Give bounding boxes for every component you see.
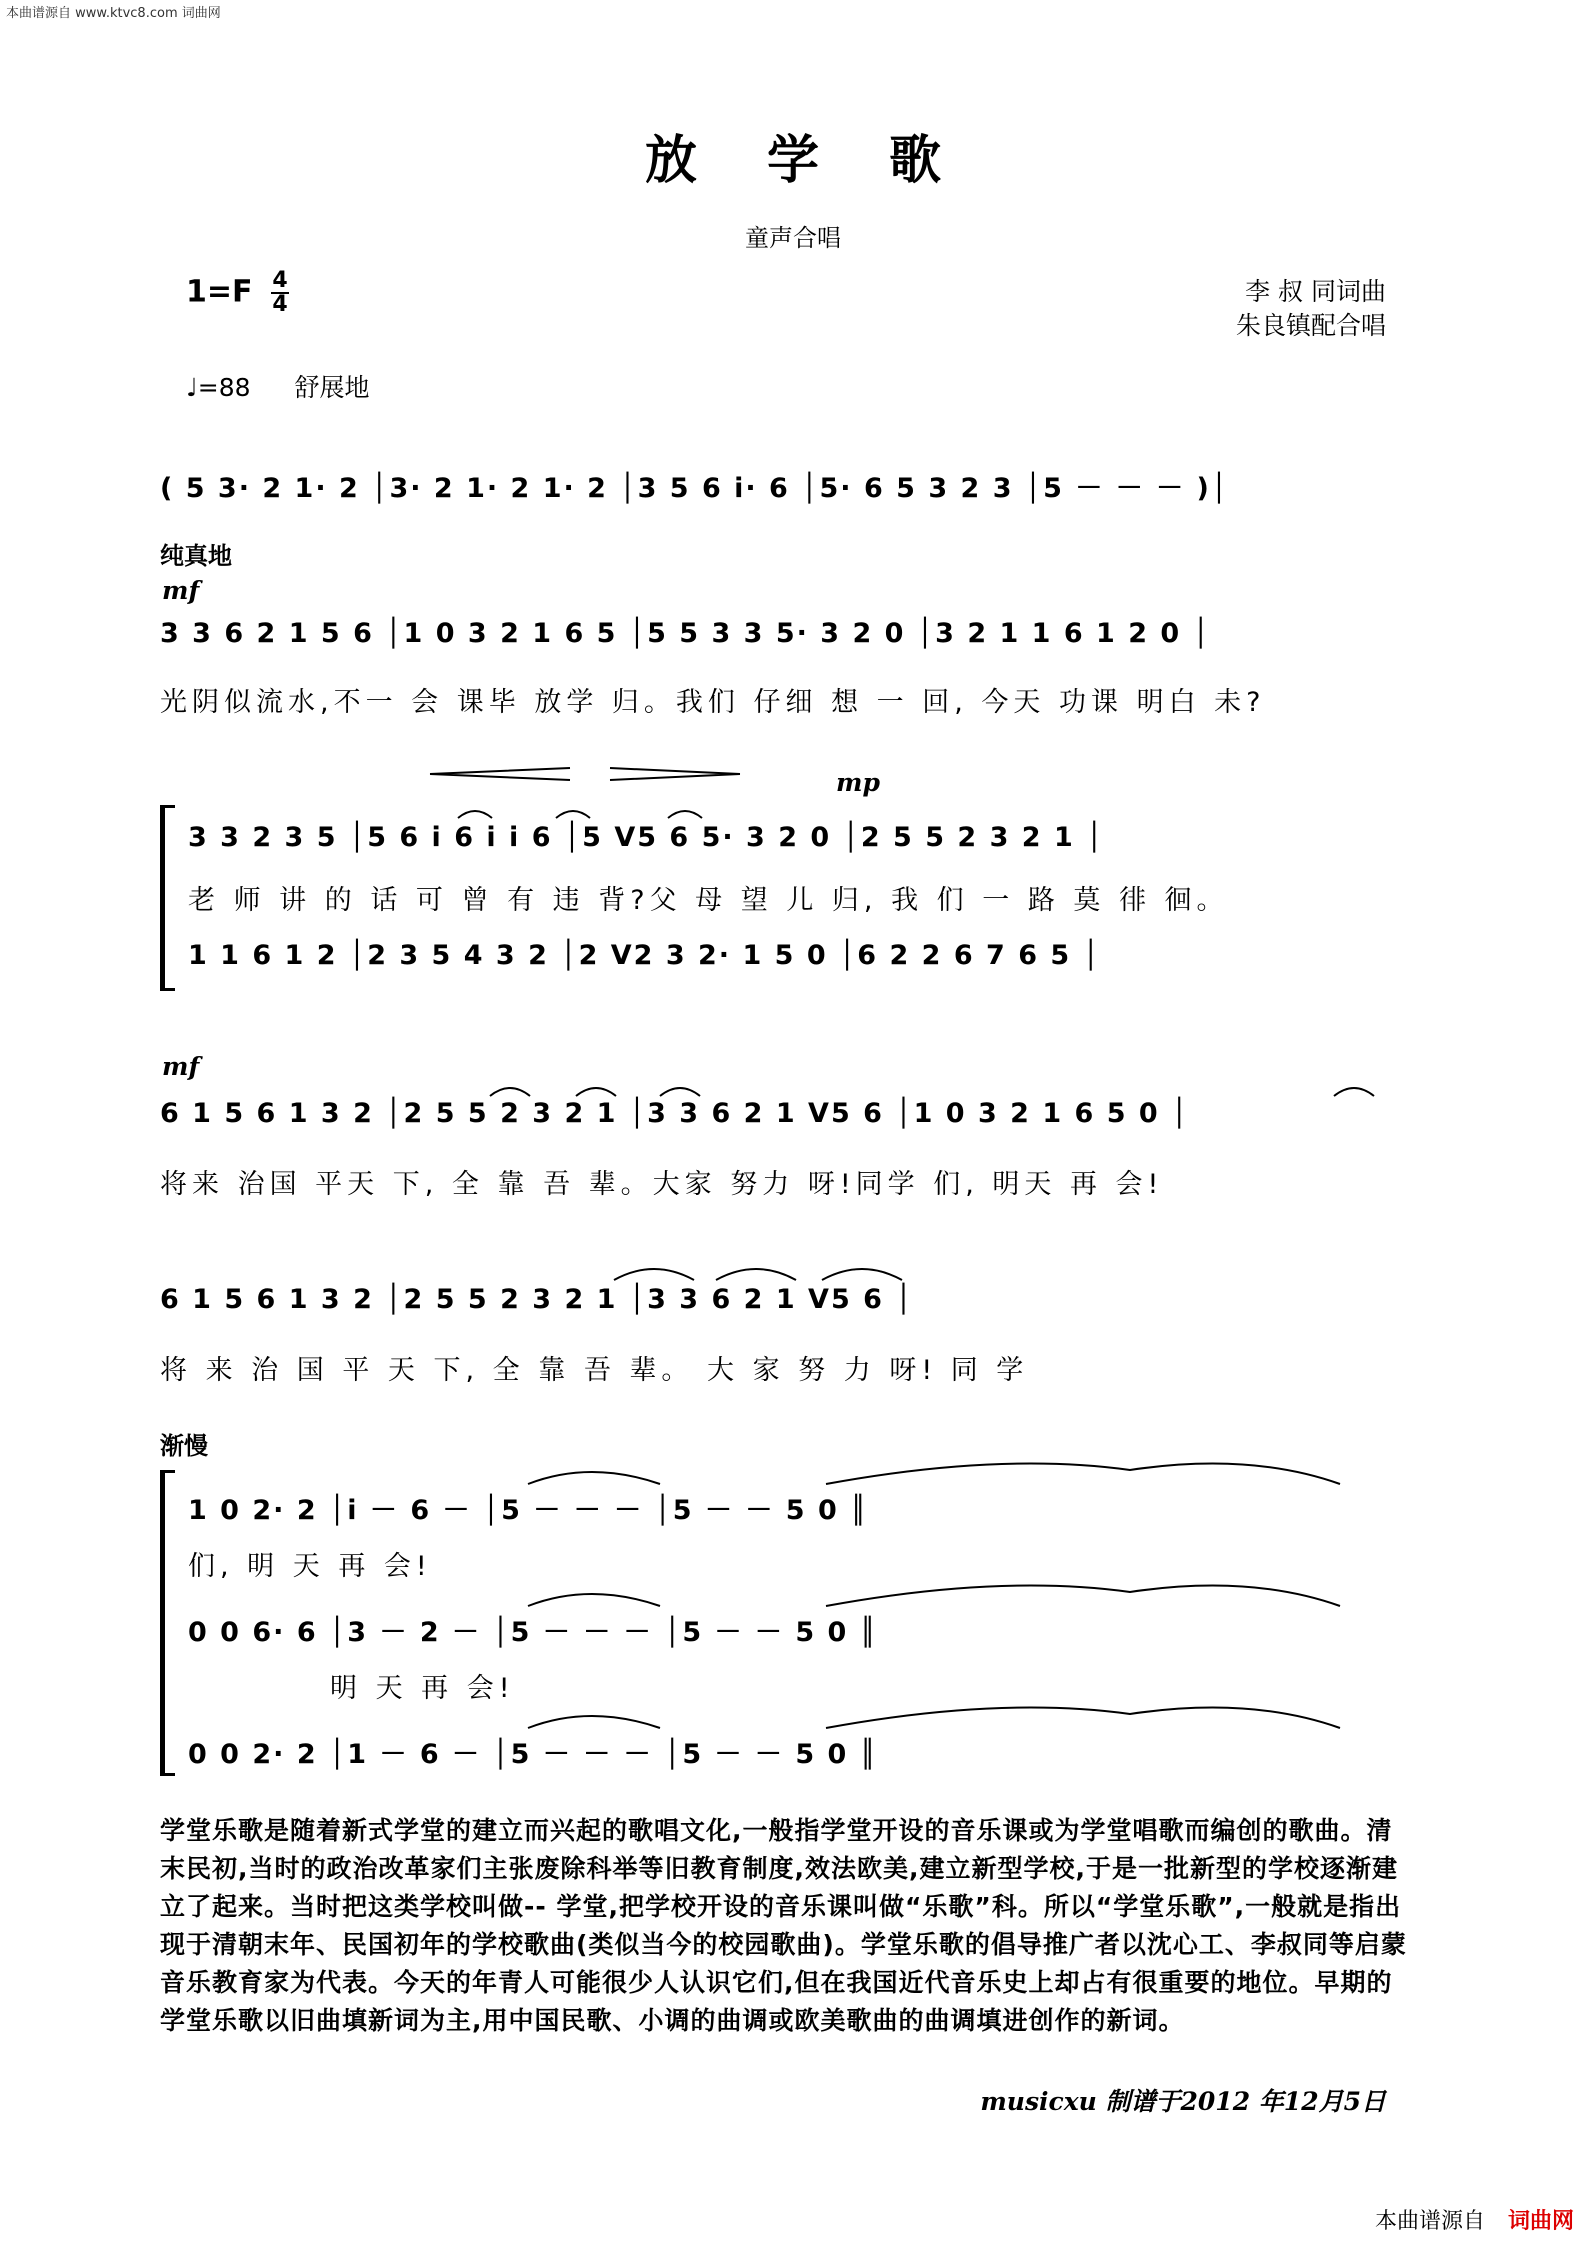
slur	[660, 1088, 700, 1096]
notes-part2-5: 0 0 6· 6 │3 － 2 － │5 － － － │5 － － 5 0 ║	[188, 1617, 878, 1648]
tie	[826, 1464, 1340, 1484]
notes-upper-2: 3 3 2 3 5 │5 6 i 6 i i 6 │5 V5 6 5· 3 2 0 │2 5 5 2 3 2 1 │	[188, 822, 1105, 853]
slur	[490, 1088, 530, 1096]
credit-arranger: 朱良镇配合唱	[1235, 311, 1386, 340]
notes-line-4: 6 1 5 6 1 3 2 │2 5 5 2 3 2 1 │3 3 6 2 1 V5 6 │	[160, 1284, 914, 1315]
footer-right: 词曲网	[1507, 2209, 1574, 2234]
essay-paragraph: 学堂乐歌是随着新式学堂的建立而兴起的歌唱文化,一般指学堂开设的音乐课或为学堂唱歌而编创的歌曲。清末民初,当时的政治改革家们主张废除科举等旧教育制度,效法欧美,建立新型学校,于是一批新型的学校逐渐建立了起来。当时把这类学校叫做-- 学堂,把学校开设的音乐课叫做“乐歌”科。所以“学堂乐歌”,一般就是指出现于清朝末年、民国初年的学校歌曲(类似当今的校园歌曲)。学堂乐歌的倡导推广者以沈心工、李叔同等启蒙音乐教育家为代表。今天的年青人可能很少人认识它们,但在我国近代音乐史上却占有很重要的地位。早期的学堂乐歌以旧曲填新词为主,用中国民歌、小调的曲调或欧美歌曲的曲调填进创作的新词。	[160, 1816, 1407, 2035]
lyrics-line-1: 光阴似流水,不一 会 课毕 放学 归。我们 仔细 想 一 回, 今天 功课 明白 未?	[160, 687, 1266, 718]
dynamic-1: mf	[162, 576, 200, 605]
lyrics-line-4: 将 来 治 国 平 天 下, 全 靠 吾 辈。 大 家 努 力 呀! 同 学	[160, 1355, 1029, 1386]
crescendo-hairpin	[430, 768, 570, 780]
lyrics-line-3: 将来 治国 平天 下, 全 靠 吾 辈。大家 努力 呀!同学 们, 明天 再 会!	[160, 1169, 1164, 1200]
lyrics-part1-5: 们, 明 天 再 会!	[188, 1551, 432, 1582]
time-denominator: 4	[272, 292, 288, 317]
expression-5: 渐慢	[160, 1432, 208, 1460]
slur	[614, 1269, 694, 1280]
transcriber-signature: musicxu 制谱于2012 年12月5日	[980, 2087, 1386, 2116]
slur	[716, 1269, 796, 1280]
slur	[556, 811, 590, 818]
key-text: 1=F	[186, 274, 253, 310]
footer-left: 本曲谱源自	[1374, 2209, 1485, 2234]
site-banner: 本曲谱源自 www.ktvc8.com 词曲网	[6, 6, 221, 21]
tempo-note: ♩=88	[186, 373, 251, 402]
dynamic-3: mf	[162, 1052, 200, 1081]
notes-line-3: 6 1 5 6 1 3 2 │2 5 5 2 3 2 1 │3 3 6 2 1 V5 6 │1 0 3 2 1 6 5 0 │	[160, 1098, 1190, 1129]
notes-part1-5: 1 0 2· 2 │i － 6 － │5 － － － │5 － － 5 0 ║	[188, 1495, 869, 1526]
tie	[528, 1472, 660, 1484]
song-title: 放学歌	[644, 130, 1011, 191]
lyrics-line-2: 老 师 讲 的 话 可 曾 有 违 背?父 母 望 儿 归, 我 们 一 路 莫 徘 徊。	[188, 885, 1229, 916]
dynamic-2: mp	[836, 768, 880, 797]
notes-line-1: 3 3 6 2 1 5 6 │1 0 3 2 1 6 5 │5 5 3 3 5· 3 2 0 │3 2 1 1 6 1 2 0 │	[160, 618, 1211, 649]
tie	[528, 1594, 660, 1606]
tie	[826, 1708, 1340, 1728]
tie	[528, 1716, 660, 1728]
slur	[458, 811, 492, 818]
tempo-expression: 舒展地	[294, 373, 370, 402]
slur	[668, 811, 702, 818]
notes-lower-2: 1 1 6 1 2 │2 3 5 4 3 2 │2 V2 3 2· 1 5 0 │6 2 2 6 7 6 5 │	[188, 940, 1101, 971]
footer-watermark	[1375, 2204, 1574, 2235]
intro-line: ( 5 3· 2 1· 2 │3· 2 1· 2 1· 2 │3 5 6 i· 6 │5· 6 5 3 2 3 │5 － － － )│	[160, 473, 1230, 504]
time-numerator: 4	[272, 268, 288, 293]
subtitle: 童声合唱	[745, 224, 841, 252]
slur	[822, 1269, 902, 1280]
slur	[1334, 1088, 1374, 1096]
expression-1: 纯真地	[160, 542, 232, 570]
credit-composer: 李 叔 同词曲	[1245, 277, 1386, 306]
tie	[826, 1586, 1340, 1606]
decrescendo-hairpin	[610, 768, 740, 780]
slur	[576, 1088, 616, 1096]
notes-part3-5: 0 0 2· 2 │1 － 6 － │5 － － － │5 － － 5 0 ║	[188, 1739, 878, 1770]
lyrics-part2-5: 明 天 再 会!	[330, 1673, 515, 1704]
